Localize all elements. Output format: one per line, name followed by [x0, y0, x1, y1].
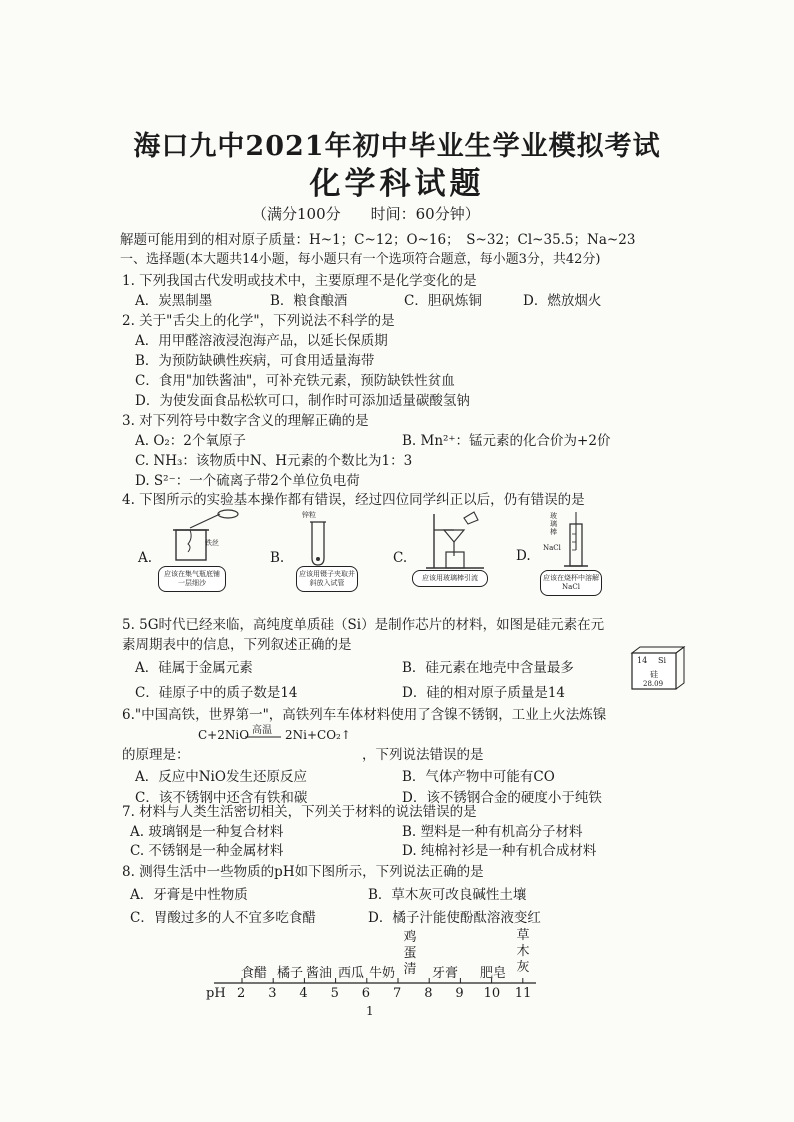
- q5-atomic-mass: 28.09: [643, 680, 664, 688]
- ph-item-soap: 肥皂: [480, 966, 507, 981]
- q3-option-c: C. NH₃：该物质中N、H元素的个数比为1：3: [135, 453, 413, 469]
- q8-option-d: D．橘子汁能使酚酞溶液变红: [368, 910, 541, 926]
- ph-item-soy-sauce: 酱油: [306, 966, 333, 981]
- q4-fig-b-test-tube: [296, 512, 336, 568]
- q4-b-zinc-label: 锌粒: [302, 511, 316, 519]
- ph-tick-label: 5: [330, 986, 339, 1001]
- ph-tick-label: 11: [514, 986, 532, 1001]
- q3-stem: 3. 对下列符号中数字含义的理解正确的是: [122, 413, 369, 429]
- q2-option-c: C．食用"加铁酱油"，可补充铁元素，预防缺铁性贫血: [135, 373, 455, 389]
- q5-element-name: 硅: [650, 670, 658, 679]
- q5-option-b: B．硅元素在地壳中含量最多: [402, 660, 574, 676]
- ph-item-vinegar: 食醋: [241, 966, 268, 981]
- ph-tick-label: 8: [424, 986, 433, 1001]
- ph-tick-label: 10: [483, 986, 501, 1001]
- q5-option-a: A．硅属于金属元素: [135, 660, 253, 676]
- q4-d-nacl-label: NaCl: [543, 544, 561, 552]
- q6-stem-line1: 6."中国高铁，世界第一"，高铁列车车体材料使用了含镍不锈钢，工业上火法炼镍: [122, 707, 607, 723]
- atomic-mass-line: 解题可能用到的相对原子质量：H~1；C~12；O~16； S~32；Cl~35.5；Na~23: [120, 232, 636, 248]
- q4-label-c: C.: [393, 550, 408, 566]
- q8-option-c: C．胃酸过多的人不宜多吃食醋: [130, 910, 316, 926]
- q4-label-d: D.: [516, 548, 531, 564]
- ph-tick-label: 7: [393, 986, 402, 1001]
- q4-label-b: B.: [270, 550, 285, 566]
- ph-tick-label: 9: [455, 986, 464, 1001]
- q4-stem: 4. 下图所示的实验基本操作都有错误，经过四位同学纠正以后，仍有错误的是: [122, 492, 585, 508]
- section-heading: 一、选择题(本大题共14小题，每小题只有一个选项符合题意，每小题3分，共42分): [120, 252, 601, 267]
- q1-option-c: C．胆矾炼铜: [404, 293, 482, 309]
- q7-option-c: C. 不锈钢是一种金属材料: [130, 843, 284, 859]
- q4-label-a: A.: [138, 550, 153, 566]
- q1-option-d: D．燃放烟火: [523, 293, 602, 309]
- ph-item-toothpaste: 牙膏: [432, 966, 459, 981]
- exam-subtitle: 化学科试题: [309, 166, 485, 202]
- q3-option-d: D. S²⁻：一个硫离子带2个单位负电荷: [135, 473, 360, 489]
- q4-box-a: 应该在集气瓶底铺一层细沙: [158, 566, 226, 592]
- exam-title: 海口九中2021年初中毕业生学业模拟考试: [133, 131, 661, 162]
- q4-box-b: 应该用镊子夹取并斜放入试管: [296, 566, 358, 592]
- q4-a-iron-label: 铁丝: [205, 539, 219, 547]
- ph-tick-labels: [0, 986, 794, 1002]
- q3-option-a: A. O₂：2个氧原子: [135, 433, 246, 449]
- q7-option-a: A. 玻璃钢是一种复合材料: [130, 824, 284, 840]
- ph-item-egg-white: 鸡蛋清: [403, 930, 417, 977]
- q7-option-d: D. 纯棉衬衫是一种有机合成材料: [402, 843, 597, 859]
- score-time: （满分100分 时间：60分钟）: [252, 205, 480, 223]
- q1-stem: 1. 下列我国古代发明或技术中，主要原理不是化学变化的是: [122, 273, 477, 289]
- q8-option-a: A．牙膏是中性物质: [130, 887, 248, 903]
- q2-option-a: A．用甲醛溶液浸泡海产品，以延长保质期: [135, 333, 388, 349]
- q6-equation-left: C+2NiO: [198, 728, 250, 742]
- q2-option-b: B．为预防缺碘性疾病，可食用适量海带: [135, 353, 375, 369]
- ph-item-orange: 橘子: [277, 966, 304, 981]
- ph-label: pH: [206, 986, 226, 1001]
- q6-option-b: B．气体产物中可能有CO: [402, 769, 555, 785]
- q6-reaction-condition: 高温: [252, 725, 272, 736]
- q4-fig-c-filtration: [420, 510, 490, 572]
- q3-option-b: B. Mn²⁺：锰元素的化合价为+2价: [402, 433, 611, 449]
- page-number: 1: [366, 1004, 374, 1018]
- ph-tick-label: 3: [268, 986, 277, 1001]
- q5-option-d: D．硅的相对原子质量是14: [402, 685, 566, 701]
- q6-option-a: A．反应中NiO发生还原反应: [135, 769, 307, 785]
- q4-box-d: 应该在烧杯中溶解NaCl: [540, 570, 602, 596]
- q8-option-b: B．草木灰可改良碱性土壤: [368, 887, 527, 903]
- q7-stem: 7. 材料与人类生活密切相关，下列关于材料的说法错误的是: [122, 804, 477, 820]
- q6-stem-suffix: ，下列说法错误的是: [362, 747, 484, 763]
- q6-option-c: C．该不锈钢中还含有铁和碳: [135, 790, 308, 806]
- q5-stem-line1: 5. 5G时代已经来临，高纯度单质硅（Si）是制作芯片的材料，如图是硅元素在元: [122, 617, 605, 633]
- q2-option-d: D．为使发面食品松软可口，制作时可添加适量碳酸氢钠: [135, 393, 470, 409]
- ph-tick-label: 6: [361, 986, 371, 1001]
- q6-equation-line: [245, 734, 281, 740]
- q2-stem: 2. 关于"舌尖上的化学"，下列说法不科学的是: [122, 313, 395, 329]
- q5-stem-line2: 素周期表中的信息，下列叙述正确的是: [122, 637, 352, 653]
- q5-atomic-number: 14: [637, 656, 648, 665]
- q1-option-a: A．炭黑制墨: [135, 293, 213, 309]
- q6-equation-right: 2Ni+CO₂↑: [285, 728, 351, 742]
- q7-option-b: B. 塑料是一种有机高分子材料: [402, 824, 583, 840]
- ph-item-milk: 牛奶: [369, 966, 396, 981]
- q1-option-b: B．粮食酿酒: [270, 293, 348, 309]
- q4-box-c: 应该用玻璃棒引流: [412, 570, 488, 587]
- q8-stem: 8. 测得生活中一些物质的pH如下图所示，下列说法正确的是: [122, 864, 484, 880]
- q5-option-c: C．硅原子中的质子数是14: [135, 685, 298, 701]
- ph-item-watermelon: 西瓜: [338, 966, 365, 981]
- q5-element-symbol: Si: [658, 656, 667, 665]
- ph-tick-label: 2: [237, 986, 246, 1001]
- q6-option-d: D．该不锈钢合金的硬度小于纯铁: [402, 790, 602, 806]
- q4-d-rod-label: 玻璃棒: [550, 512, 557, 536]
- ph-tick-label: 4: [299, 986, 308, 1001]
- q6-stem-prefix: 的原理是：: [122, 747, 190, 763]
- ph-item-plant-ash: 草木灰: [516, 928, 530, 975]
